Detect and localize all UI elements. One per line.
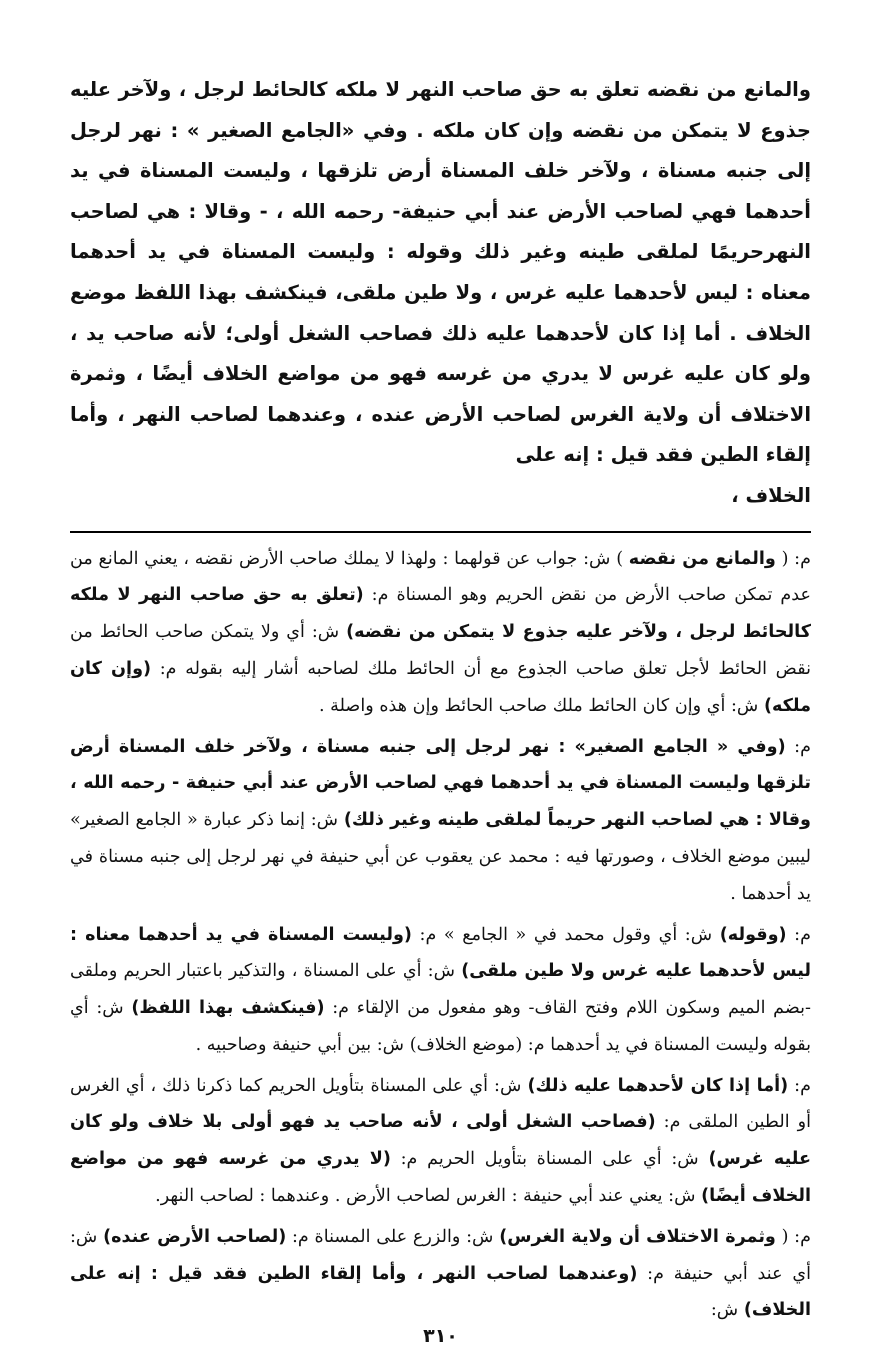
commentary-paragraph: م: (وفي « الجامع الصغير» : نهر لرجل إلى جنبه مسناة ، ولآخر خلف المسناة أرض تلزقها وليست المسناة في يد أحدهما فهي لصاحب الأرض عند أبي حنيفة - رحمه الله ، وقالا : هي لصاحب النهر حريماً لملقى طينه وغير ذلك) ش: إنما ذكر عبارة « الجامع الصغير» ليبين موضع الخلاف ، وصورتها فيه : محمد عن يعقوب عن أبي حنيفة في نهر لرجل إلى جنبه مسناة في يد أحدهما .: [70, 736, 811, 904]
commentary: [70, 541, 811, 1330]
commentary-paragraph: م: ( وثمرة الاختلاف أن ولاية الغرس) ش: والزرع على المسناة م: (لصاحب الأرض عنده) ش: أي عند أبي حنيفة م: (وعندهما لصاحب النهر ، وأما إلقاء الطين فقد قيل : إنه على الخلاف) ش:: [70, 1226, 811, 1321]
main-text-body: والمانع من نقضه تعلق به حق صاحب النهر لا ملكه كالحائط لرجل ، ولآخر عليه جذوع لا يتمكن من نقضه وإن كان ملكه . وفي «الجامع الصغير » : نهر لرجل إلى جنبه مسناة ، ولآخر خلف المسناة أرض تلزقها ، وليست المسناة في يد أحدهما فهي لصاحب الأرض عند أبي حنيفة- رحمه الله ، - وقالا : هي لصاحب النهرحريمًا لملقى طينه وغير ذلك وقوله : وليست المسناة في يد أحدهما معناه : ليس لأحدهما عليه غرس ، ولا طين ملقى، فينكشف بهذا اللفظ موضع الخلاف . أما إذا كان لأحدهما عليه ذلك فصاحب الشغل أولى؛ لأنه صاحب يد ، ولو كان عليه غرس لا يدري من غرسه فهو من مواضع الخلاف أيضًا ، وثمرة الاختلاف أن ولاية الغرس لصاحب الأرض عنده ، وعندهما لصاحب النهر ، وأما إلقاء الطين فقد قيل : إنه على: [70, 78, 811, 467]
book-page: [70, 70, 811, 1351]
page-number: ٣١٠: [423, 1325, 458, 1347]
main-text: [70, 70, 811, 517]
main-text-last-line: الخلاف ،: [731, 483, 811, 507]
separator-rule: [70, 531, 811, 533]
commentary-paragraph: م: ( والمانع من نقضه ) ش: جواب عن قولهما : ولهذا لا يملك صاحب الأرض نقضه ، يعني المانع من عدم تمكن صاحب الأرض من نقض الحريم وهو المسناة م: (تعلق به حق صاحب النهر لا ملكه كالحائط لرجل ، ولآخر عليه جذوع لا يتمكن من نقضه) ش: أي ولا يتمكن صاحب الحائط من نقض الحائط لأجل تعلق صاحب الجذوع مع أن الحائط ملك لصاحبه أشار إليه بقوله م: (وإن كان ملكه) ش: أي وإن كان الحائط ملك صاحب الحائط وإن هذه واصلة .: [70, 548, 811, 716]
commentary-paragraph: م: (وقوله) ش: أي وقول محمد في « الجامع » م: (وليست المسناة في يد أحدهما معناه : ليس لأحدهما عليه غرس ولا طين ملقى) ش: أي على المسناة ، والتذكير باعتبار الحريم وملقى -بضم الميم وسكون اللام وفتح القاف- وهو مفعول من الإلقاء م: (فينكشف بهذا اللفظ) ش: أي بقوله وليست المسناة في يد أحدهما م: (موضع الخلاف) ش: بين أبي حنيفة وصاحبيه .: [70, 924, 811, 1055]
commentary-paragraph: م: (أما إذا كان لأحدهما عليه ذلك) ش: أي على المسناة بتأويل الحريم كما ذكرنا ذلك ، أي الغرس أو الطين الملقى م: (فصاحب الشغل أولى ، لأنه صاحب يد فهو أولى بلا خلاف ولو كان عليه غرس) ش: أي على المسناة بتأويل الحريم م: (لا يدري من غرسه فهو من مواضع الخلاف أيضًا) ش: يعني عند أبي حنيفة : الغرس لصاحب الأرض . وعندهما : لصاحب النهر.: [70, 1075, 812, 1207]
